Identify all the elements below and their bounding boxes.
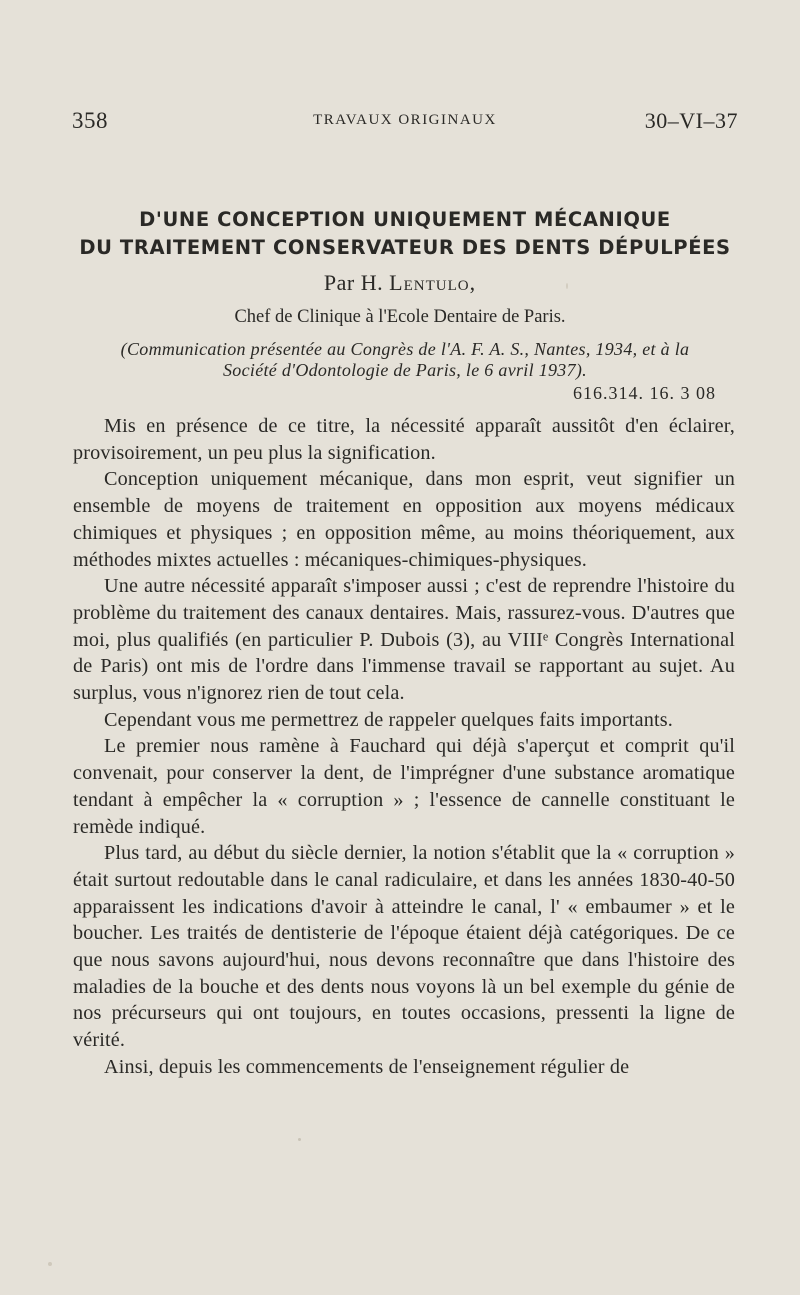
paragraph: Ainsi, depuis les commencements de l'enseignement régulier de (104, 1055, 630, 1078)
page-number: 358 (72, 108, 108, 133)
author-name: Lentulo, (389, 270, 477, 295)
journal-section: TRAVAUX ORIGINAUX (313, 112, 497, 128)
paper-speck (298, 1138, 301, 1141)
author-affiliation: Chef de Clinique à l'Ecole Dentaire de Paris. (234, 307, 566, 327)
paper-speck (48, 1262, 52, 1266)
paragraph: Plus tard, au début du siècle dernier, la notion s'établit que la « corruption » était surtout redoutable dans le canal radiculaire, et dans les années 1830-40-50 apparaissent les indications d'avoir à atteindre le canal, l' « embaumer » et le boucher. Les traités de dentisterie de l'époque étaient déjà catégoriques. De ce que nous savons aujourd'hui, nous devons reconnaître que dans l'histoire des maladies de la bouche et des dents nous voyons là un bel exemple du génie de nos précurseurs qui ont toujours, en toutes occasions, pressenti la ligne de vérité. (73, 842, 735, 1052)
paragraph: Le premier nous ramène à Fauchard qui déjà s'aperçut et comprit qu'il convenait, pour conserver la dent, de l'imprégner d'une substance aromatique tendant à empêcher la « corruption » ; l'essence de cannelle constituant le remède indiqué. (73, 735, 735, 838)
author-prefix: Par H. (323, 270, 384, 295)
paragraph: Une autre nécessité apparaît s'imposer aussi ; c'est de reprendre l'histoire du problème du traitement des canaux dentaires. Mais, rassurez-vous. D'autres que moi, plus qualifiés (en particulier P. Dubois (3), au VIIIᵉ Congrès International de Paris) ont mis de l'ordre dans l'immense travail se rapportant au sujet. Au surplus, vous n'ignorez rien de tout cela. (73, 575, 735, 705)
classification-code: 616.314. 16. 3 08 (573, 383, 716, 403)
communication-note-line-1: (Communication présentée au Congrès de l'A. F. A. S., Nantes, 1934, et à la (120, 339, 690, 359)
paragraph: Cependant vous me permettrez de rappeler quelques faits importants. (104, 708, 673, 731)
issue-date: 30–VI–37 (644, 108, 738, 133)
paragraph: Conception uniquement mécanique, dans mon esprit, veut signifier un ensemble de moyens de traitement en opposition aux moyens médicaux chimiques et physiques ; en opposition même, au moins théoriquement, aux méthodes mixtes actuelles : mécaniques-chimiques-physiques. (73, 468, 735, 571)
running-head (72, 108, 738, 138)
article-body (73, 413, 735, 1081)
paragraph: Mis en présence de ce titre, la nécessité apparaît aussitôt d'en éclairer, provisoirement, un peu plus la signification. (73, 415, 735, 464)
article-title-line-2: DU TRAITEMENT CONSERVATEUR DES DENTS DÉPULPÉES (79, 236, 731, 259)
article-title-line-1: D'UNE CONCEPTION UNIQUEMENT MÉCANIQUE (139, 208, 671, 231)
communication-note-line-2: Société d'Odontologie de Paris, le 6 avril 1937). (223, 360, 587, 380)
author-line (0, 270, 800, 296)
